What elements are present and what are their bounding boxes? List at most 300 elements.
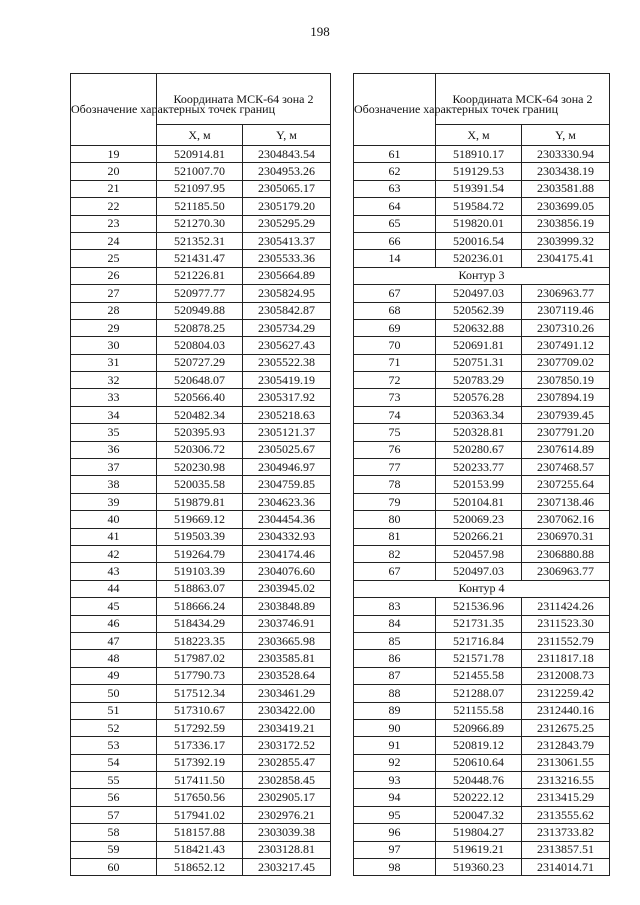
y-coordinate-cell: 2303217.45 bbox=[243, 859, 331, 876]
table-row bbox=[71, 789, 331, 806]
x-coordinate-cell: 520363.34 bbox=[436, 406, 522, 423]
point-id-cell: 73 bbox=[354, 389, 436, 406]
y-coordinate-cell: 2303848.89 bbox=[243, 598, 331, 615]
x-coordinate-cell: 520562.39 bbox=[436, 302, 522, 319]
table-row bbox=[354, 476, 610, 493]
x-coordinate-cell: 520949.88 bbox=[157, 302, 243, 319]
x-coordinate-cell: 521431.47 bbox=[157, 250, 243, 267]
table-row bbox=[354, 250, 610, 267]
point-id-cell: 46 bbox=[71, 615, 157, 632]
x-coordinate-cell: 521571.78 bbox=[436, 650, 522, 667]
table-row bbox=[354, 737, 610, 754]
table-row bbox=[354, 302, 610, 319]
point-id-cell: 55 bbox=[71, 772, 157, 789]
table-row bbox=[354, 754, 610, 771]
table-body-left bbox=[71, 146, 331, 876]
table-row bbox=[71, 580, 331, 597]
point-id-cell: 21 bbox=[71, 180, 157, 197]
y-coordinate-cell: 2312843.79 bbox=[522, 737, 610, 754]
x-coordinate-cell: 520783.29 bbox=[436, 372, 522, 389]
table-row bbox=[71, 841, 331, 858]
x-coordinate-cell: 520306.72 bbox=[157, 441, 243, 458]
x-coordinate-cell: 520751.31 bbox=[436, 354, 522, 371]
point-id-cell: 57 bbox=[71, 806, 157, 823]
table-row bbox=[71, 372, 331, 389]
y-coordinate-cell: 2313216.55 bbox=[522, 772, 610, 789]
y-coordinate-cell: 2303461.29 bbox=[243, 685, 331, 702]
point-id-cell: 26 bbox=[71, 267, 157, 284]
y-coordinate-cell: 2307138.46 bbox=[522, 493, 610, 510]
y-coordinate-cell: 2313733.82 bbox=[522, 824, 610, 841]
table-row bbox=[71, 806, 331, 823]
y-coordinate-cell: 2311424.26 bbox=[522, 598, 610, 615]
table-row bbox=[354, 441, 610, 458]
y-coordinate-cell: 2305413.37 bbox=[243, 232, 331, 249]
x-coordinate-cell: 519669.12 bbox=[157, 511, 243, 528]
x-coordinate-cell: 519804.27 bbox=[436, 824, 522, 841]
table-row bbox=[71, 459, 331, 476]
point-id-cell: 56 bbox=[71, 789, 157, 806]
y-coordinate-cell: 2302905.17 bbox=[243, 789, 331, 806]
x-coordinate-cell: 520236.01 bbox=[436, 250, 522, 267]
table-row bbox=[354, 372, 610, 389]
table-row bbox=[71, 424, 331, 441]
x-coordinate-cell: 520632.88 bbox=[436, 319, 522, 336]
y-coordinate-cell: 2304076.60 bbox=[243, 563, 331, 580]
table-row bbox=[71, 719, 331, 736]
x-coordinate-cell: 520035.58 bbox=[157, 476, 243, 493]
point-id-cell: 52 bbox=[71, 719, 157, 736]
table-row bbox=[71, 163, 331, 180]
y-coordinate-cell: 2312675.25 bbox=[522, 719, 610, 736]
table-row bbox=[71, 545, 331, 562]
table-row bbox=[71, 476, 331, 493]
y-coordinate-cell: 2302976.21 bbox=[243, 806, 331, 823]
x-coordinate-cell: 518421.43 bbox=[157, 841, 243, 858]
table-row bbox=[71, 232, 331, 249]
point-id-cell: 70 bbox=[354, 337, 436, 354]
table-row bbox=[71, 615, 331, 632]
y-coordinate-cell: 2304946.97 bbox=[243, 459, 331, 476]
point-id-cell: 54 bbox=[71, 754, 157, 771]
table-row bbox=[354, 685, 610, 702]
y-coordinate-cell: 2305025.67 bbox=[243, 441, 331, 458]
y-coordinate-cell: 2307939.45 bbox=[522, 406, 610, 423]
table-row bbox=[354, 198, 610, 215]
y-coordinate-cell: 2303746.91 bbox=[243, 615, 331, 632]
y-coordinate-cell: 2307791.20 bbox=[522, 424, 610, 441]
table-row bbox=[354, 285, 610, 302]
point-id-cell: 44 bbox=[71, 580, 157, 597]
table-row bbox=[71, 215, 331, 232]
point-id-cell: 30 bbox=[71, 337, 157, 354]
x-coordinate-cell: 517336.17 bbox=[157, 737, 243, 754]
x-coordinate-cell: 517512.34 bbox=[157, 685, 243, 702]
y-coordinate-cell: 2311552.79 bbox=[522, 632, 610, 649]
point-id-cell: 23 bbox=[71, 215, 157, 232]
table-row bbox=[71, 754, 331, 771]
table-row bbox=[71, 632, 331, 649]
table-row bbox=[71, 267, 331, 284]
y-coordinate-cell: 2303438.19 bbox=[522, 163, 610, 180]
x-coordinate-cell: 520610.64 bbox=[436, 754, 522, 771]
point-id-cell: 86 bbox=[354, 650, 436, 667]
x-coordinate-cell: 520328.81 bbox=[436, 424, 522, 441]
x-coordinate-cell: 521155.58 bbox=[436, 702, 522, 719]
point-id-cell: 66 bbox=[354, 232, 436, 249]
y-coordinate-cell: 2311523.30 bbox=[522, 615, 610, 632]
x-coordinate-cell: 520047.32 bbox=[436, 806, 522, 823]
point-id-cell: 67 bbox=[354, 285, 436, 302]
point-id-cell: 92 bbox=[354, 754, 436, 771]
x-coordinate-cell: 520016.54 bbox=[436, 232, 522, 249]
x-coordinate-cell: 520233.77 bbox=[436, 459, 522, 476]
table-row bbox=[354, 545, 610, 562]
x-coordinate-cell: 519129.53 bbox=[436, 163, 522, 180]
point-id-cell: 29 bbox=[71, 319, 157, 336]
x-coordinate-cell: 520819.12 bbox=[436, 737, 522, 754]
point-id-cell: 80 bbox=[354, 511, 436, 528]
point-id-cell: 71 bbox=[354, 354, 436, 371]
table-row bbox=[71, 302, 331, 319]
table-row bbox=[354, 180, 610, 197]
x-coordinate-cell: 520104.81 bbox=[436, 493, 522, 510]
table-row bbox=[354, 859, 610, 876]
y-coordinate-cell: 2305419.19 bbox=[243, 372, 331, 389]
x-coordinate-cell: 519820.01 bbox=[436, 215, 522, 232]
y-coordinate-cell: 2305218.63 bbox=[243, 406, 331, 423]
point-id-cell: 25 bbox=[71, 250, 157, 267]
table-row bbox=[354, 389, 610, 406]
table-row bbox=[71, 859, 331, 876]
table-row bbox=[354, 667, 610, 684]
x-coordinate-cell: 520576.28 bbox=[436, 389, 522, 406]
x-coordinate-cell: 517941.02 bbox=[157, 806, 243, 823]
point-id-cell: 47 bbox=[71, 632, 157, 649]
x-coordinate-cell: 519103.39 bbox=[157, 563, 243, 580]
table-row bbox=[71, 685, 331, 702]
x-coordinate-cell: 520566.40 bbox=[157, 389, 243, 406]
table-row bbox=[71, 285, 331, 302]
x-coordinate-cell: 517790.73 bbox=[157, 667, 243, 684]
table-row bbox=[71, 528, 331, 545]
point-id-cell: 65 bbox=[354, 215, 436, 232]
point-id-cell: 69 bbox=[354, 319, 436, 336]
table-row bbox=[354, 406, 610, 423]
y-coordinate-cell: 2304332.93 bbox=[243, 528, 331, 545]
table-row bbox=[354, 598, 610, 615]
x-coordinate-cell: 520727.29 bbox=[157, 354, 243, 371]
table-row bbox=[354, 650, 610, 667]
point-id-cell: 72 bbox=[354, 372, 436, 389]
y-coordinate-cell: 2307119.46 bbox=[522, 302, 610, 319]
point-id-cell: 97 bbox=[354, 841, 436, 858]
y-coordinate-cell: 2307062.16 bbox=[522, 511, 610, 528]
x-coordinate-cell: 518652.12 bbox=[157, 859, 243, 876]
y-coordinate-cell: 2305627.43 bbox=[243, 337, 331, 354]
x-coordinate-cell: 521288.07 bbox=[436, 685, 522, 702]
point-id-cell: 90 bbox=[354, 719, 436, 736]
point-id-cell: 37 bbox=[71, 459, 157, 476]
y-coordinate-cell: 2312440.16 bbox=[522, 702, 610, 719]
point-id-cell: 53 bbox=[71, 737, 157, 754]
table-row bbox=[71, 737, 331, 754]
x-coordinate-cell: 520648.07 bbox=[157, 372, 243, 389]
point-id-cell: 58 bbox=[71, 824, 157, 841]
x-coordinate-cell: 519619.21 bbox=[436, 841, 522, 858]
y-coordinate-cell: 2303128.81 bbox=[243, 841, 331, 858]
point-id-cell: 62 bbox=[354, 163, 436, 180]
table-row bbox=[71, 511, 331, 528]
point-id-cell: 38 bbox=[71, 476, 157, 493]
table-row bbox=[71, 493, 331, 510]
x-coordinate-cell: 520448.76 bbox=[436, 772, 522, 789]
y-coordinate-cell: 2305121.37 bbox=[243, 424, 331, 441]
table-row bbox=[354, 632, 610, 649]
x-coordinate-cell: 521716.84 bbox=[436, 632, 522, 649]
y-coordinate-cell: 2303699.05 bbox=[522, 198, 610, 215]
point-id-cell: 60 bbox=[71, 859, 157, 876]
x-coordinate-cell: 518910.17 bbox=[436, 146, 522, 163]
y-coordinate-cell: 2303330.94 bbox=[522, 146, 610, 163]
y-coordinate-cell: 2313555.62 bbox=[522, 806, 610, 823]
y-coordinate-cell: 2304175.41 bbox=[522, 250, 610, 267]
y-coordinate-cell: 2305065.17 bbox=[243, 180, 331, 197]
header-coordinate: Координата МСК-64 зона 2 bbox=[157, 74, 331, 125]
point-id-cell: 84 bbox=[354, 615, 436, 632]
y-coordinate-cell: 2305522.38 bbox=[243, 354, 331, 371]
y-coordinate-cell: 2303581.88 bbox=[522, 180, 610, 197]
point-id-cell: 42 bbox=[71, 545, 157, 562]
y-coordinate-cell: 2312008.73 bbox=[522, 667, 610, 684]
table-row bbox=[71, 198, 331, 215]
y-coordinate-cell: 2302855.47 bbox=[243, 754, 331, 771]
y-coordinate-cell: 2307850.19 bbox=[522, 372, 610, 389]
y-coordinate-cell: 2307255.64 bbox=[522, 476, 610, 493]
point-id-cell: 91 bbox=[354, 737, 436, 754]
y-coordinate-cell: 2303528.64 bbox=[243, 667, 331, 684]
x-coordinate-cell: 520222.12 bbox=[436, 789, 522, 806]
point-id-cell: 20 bbox=[71, 163, 157, 180]
y-coordinate-cell: 2307709.02 bbox=[522, 354, 610, 371]
point-id-cell: 39 bbox=[71, 493, 157, 510]
x-coordinate-cell: 520977.77 bbox=[157, 285, 243, 302]
x-coordinate-cell: 520395.93 bbox=[157, 424, 243, 441]
table-row bbox=[354, 841, 610, 858]
x-coordinate-cell: 519391.54 bbox=[436, 180, 522, 197]
y-coordinate-cell: 2303945.02 bbox=[243, 580, 331, 597]
table-row bbox=[354, 319, 610, 336]
point-id-cell: 75 bbox=[354, 424, 436, 441]
point-id-cell: 59 bbox=[71, 841, 157, 858]
x-coordinate-cell: 519879.81 bbox=[157, 493, 243, 510]
x-coordinate-cell: 521352.31 bbox=[157, 232, 243, 249]
point-id-cell: 49 bbox=[71, 667, 157, 684]
x-coordinate-cell: 520280.67 bbox=[436, 441, 522, 458]
y-coordinate-cell: 2306970.31 bbox=[522, 528, 610, 545]
x-coordinate-cell: 518666.24 bbox=[157, 598, 243, 615]
point-id-cell: 31 bbox=[71, 354, 157, 371]
y-coordinate-cell: 2305824.95 bbox=[243, 285, 331, 302]
x-coordinate-cell: 517392.19 bbox=[157, 754, 243, 771]
table-row bbox=[71, 702, 331, 719]
x-coordinate-cell: 520457.98 bbox=[436, 545, 522, 562]
point-id-cell: 88 bbox=[354, 685, 436, 702]
y-coordinate-cell: 2302858.45 bbox=[243, 772, 331, 789]
x-coordinate-cell: 518863.07 bbox=[157, 580, 243, 597]
x-coordinate-cell: 520266.21 bbox=[436, 528, 522, 545]
header-designation: Обозначение характерных точек границ bbox=[354, 74, 436, 146]
table-row bbox=[71, 354, 331, 371]
table-row bbox=[354, 354, 610, 371]
point-id-cell: 77 bbox=[354, 459, 436, 476]
x-coordinate-cell: 520482.34 bbox=[157, 406, 243, 423]
y-coordinate-cell: 2303856.19 bbox=[522, 215, 610, 232]
table-row bbox=[71, 772, 331, 789]
y-coordinate-cell: 2307894.19 bbox=[522, 389, 610, 406]
y-coordinate-cell: 2305664.89 bbox=[243, 267, 331, 284]
x-coordinate-cell: 520804.03 bbox=[157, 337, 243, 354]
table-row bbox=[71, 337, 331, 354]
y-coordinate-cell: 2304623.36 bbox=[243, 493, 331, 510]
point-id-cell: 78 bbox=[354, 476, 436, 493]
table-row bbox=[71, 824, 331, 841]
table-row bbox=[71, 250, 331, 267]
table-row bbox=[71, 650, 331, 667]
x-coordinate-cell: 520153.99 bbox=[436, 476, 522, 493]
table-row bbox=[71, 598, 331, 615]
y-coordinate-cell: 2305842.87 bbox=[243, 302, 331, 319]
x-coordinate-cell: 520914.81 bbox=[157, 146, 243, 163]
y-coordinate-cell: 2303585.81 bbox=[243, 650, 331, 667]
point-id-cell: 76 bbox=[354, 441, 436, 458]
header-designation: Обозначение характерных точек границ bbox=[71, 74, 157, 146]
point-id-cell: 96 bbox=[354, 824, 436, 841]
y-coordinate-cell: 2312259.42 bbox=[522, 685, 610, 702]
table-row bbox=[354, 719, 610, 736]
y-coordinate-cell: 2313061.55 bbox=[522, 754, 610, 771]
x-coordinate-cell: 520230.98 bbox=[157, 459, 243, 476]
header-coordinate: Координата МСК-64 зона 2 bbox=[436, 74, 610, 125]
table-body-right bbox=[354, 146, 610, 876]
table-row bbox=[354, 232, 610, 249]
point-id-cell: 24 bbox=[71, 232, 157, 249]
header-y: Y, м bbox=[522, 125, 610, 146]
y-coordinate-cell: 2303419.21 bbox=[243, 719, 331, 736]
table-row bbox=[354, 493, 610, 510]
table-row bbox=[354, 702, 610, 719]
x-coordinate-cell: 517292.59 bbox=[157, 719, 243, 736]
page-number: 198 bbox=[310, 24, 330, 39]
point-id-cell: 81 bbox=[354, 528, 436, 545]
y-coordinate-cell: 2305179.20 bbox=[243, 198, 331, 215]
x-coordinate-cell: 520878.25 bbox=[157, 319, 243, 336]
table-row bbox=[71, 389, 331, 406]
point-id-cell: 14 bbox=[354, 250, 436, 267]
x-coordinate-cell: 520497.03 bbox=[436, 285, 522, 302]
table-row bbox=[354, 615, 610, 632]
table-row bbox=[354, 511, 610, 528]
point-id-cell: 28 bbox=[71, 302, 157, 319]
point-id-cell: 61 bbox=[354, 146, 436, 163]
y-coordinate-cell: 2307468.57 bbox=[522, 459, 610, 476]
point-id-cell: 50 bbox=[71, 685, 157, 702]
y-coordinate-cell: 2307614.89 bbox=[522, 441, 610, 458]
table-row bbox=[354, 563, 610, 580]
y-coordinate-cell: 2304454.36 bbox=[243, 511, 331, 528]
point-id-cell: 33 bbox=[71, 389, 157, 406]
point-id-cell: 36 bbox=[71, 441, 157, 458]
point-id-cell: 82 bbox=[354, 545, 436, 562]
table-row bbox=[71, 319, 331, 336]
coordinates-table-left bbox=[70, 73, 331, 876]
x-coordinate-cell: 521731.35 bbox=[436, 615, 522, 632]
x-coordinate-cell: 521226.81 bbox=[157, 267, 243, 284]
y-coordinate-cell: 2305533.36 bbox=[243, 250, 331, 267]
y-coordinate-cell: 2313857.51 bbox=[522, 841, 610, 858]
table-row bbox=[354, 459, 610, 476]
x-coordinate-cell: 519360.23 bbox=[436, 859, 522, 876]
point-id-cell: 32 bbox=[71, 372, 157, 389]
x-coordinate-cell: 517310.67 bbox=[157, 702, 243, 719]
x-coordinate-cell: 518157.88 bbox=[157, 824, 243, 841]
y-coordinate-cell: 2304759.85 bbox=[243, 476, 331, 493]
y-coordinate-cell: 2311817.18 bbox=[522, 650, 610, 667]
x-coordinate-cell: 521007.70 bbox=[157, 163, 243, 180]
point-id-cell: 67 bbox=[354, 563, 436, 580]
header-y: Y, м bbox=[243, 125, 331, 146]
table-row bbox=[354, 146, 610, 163]
y-coordinate-cell: 2303665.98 bbox=[243, 632, 331, 649]
y-coordinate-cell: 2313415.29 bbox=[522, 789, 610, 806]
table-row bbox=[71, 406, 331, 423]
header-x: X, м bbox=[157, 125, 243, 146]
point-id-cell: 87 bbox=[354, 667, 436, 684]
y-coordinate-cell: 2303422.00 bbox=[243, 702, 331, 719]
point-id-cell: 83 bbox=[354, 598, 436, 615]
point-id-cell: 34 bbox=[71, 406, 157, 423]
table-row bbox=[71, 180, 331, 197]
y-coordinate-cell: 2306880.88 bbox=[522, 545, 610, 562]
x-coordinate-cell: 518223.35 bbox=[157, 632, 243, 649]
y-coordinate-cell: 2307491.12 bbox=[522, 337, 610, 354]
point-id-cell: 64 bbox=[354, 198, 436, 215]
y-coordinate-cell: 2305317.92 bbox=[243, 389, 331, 406]
point-id-cell: 19 bbox=[71, 146, 157, 163]
point-id-cell: 68 bbox=[354, 302, 436, 319]
section-row bbox=[354, 267, 610, 284]
x-coordinate-cell: 521536.96 bbox=[436, 598, 522, 615]
x-coordinate-cell: 520966.89 bbox=[436, 719, 522, 736]
x-coordinate-cell: 517987.02 bbox=[157, 650, 243, 667]
point-id-cell: 74 bbox=[354, 406, 436, 423]
point-id-cell: 98 bbox=[354, 859, 436, 876]
y-coordinate-cell: 2314014.71 bbox=[522, 859, 610, 876]
point-id-cell: 85 bbox=[354, 632, 436, 649]
header-x: X, м bbox=[436, 125, 522, 146]
section-label: Контур 4 bbox=[354, 580, 610, 597]
table-row bbox=[354, 215, 610, 232]
y-coordinate-cell: 2304953.26 bbox=[243, 163, 331, 180]
y-coordinate-cell: 2305734.29 bbox=[243, 319, 331, 336]
point-id-cell: 51 bbox=[71, 702, 157, 719]
point-id-cell: 94 bbox=[354, 789, 436, 806]
point-id-cell: 40 bbox=[71, 511, 157, 528]
x-coordinate-cell: 519503.39 bbox=[157, 528, 243, 545]
table-row bbox=[354, 163, 610, 180]
table-row bbox=[354, 806, 610, 823]
table-row bbox=[71, 441, 331, 458]
